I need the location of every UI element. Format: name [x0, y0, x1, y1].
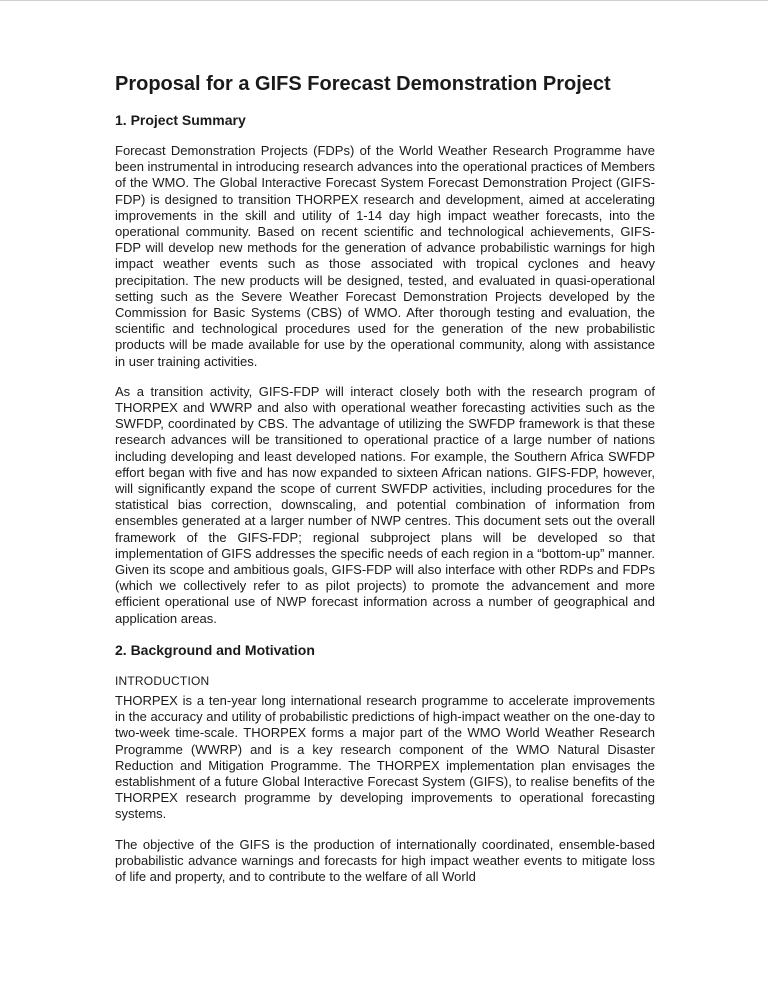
paragraph: The objective of the GIFS is the production of internationally coordinated, ensemble-based probabilistic advance warnings and forecasts for high impact weather events to mitigate loss of life and property, and to contribute to the welfare of all World [115, 836, 655, 884]
section-heading-background: 2. Background and Motivation [115, 641, 315, 658]
document-title: Proposal for a GIFS Forecast Demonstration Project [115, 73, 611, 95]
document-body [115, 71, 655, 899]
paragraph: As a transition activity, GIFS-FDP will interact closely both with the research program of THORPEX and WWRP and also with operational weather forecasting activities such as the SWFDP, coordinated by CBS. The advantage of utilizing the SWFDP framework is that these research advances will be transitioned to operational practice of a large number of nations including developing and least developed nations. For example, the Southern Africa SWFDP effort began with five and has now expanded to sixteen African nations. GIFS-FDP, however, will significantly expand the scope of current SWFDP activities, including procedures for the statistical bias correction, downscaling, and potential combination of information from ensembles generated at a larger number of NWP centres. This document sets out the overall framework of the GIFS-FDP; regional subproject plans will be developed so that implementation of GIFS addresses the specific needs of each region in a “bottom-up” manner. Given its scope and ambitious goals, GIFS-FDP will also interface with other RDPs and FDPs (which we collectively refer to as pilot projects) to promote the advancement and more efficient operational use of NWP forecast information across a number of geographical and application areas. [115, 383, 655, 626]
subheading-introduction: INTRODUCTION [115, 673, 210, 688]
paragraph: THORPEX is a ten-year long international research programme to accelerate improvements in the accuracy and utility of probabilistic predictions of high-impact weather on the one-day to two-week time-scale. THORPEX forms a major part of the WMO World Weather Research Programme (WWRP) and is a key research component of the WMO Natural Disaster Reduction and Mitigation Programme. The THORPEX implementation plan envisages the establishment of a future Global Interactive Forecast System (GIFS), to realise benefits of the THORPEX research programme by developing improvements to operational forecasting systems. [115, 692, 655, 822]
paragraph: Forecast Demonstration Projects (FDPs) of the World Weather Research Programme have been instrumental in introducing research advances into the operational practices of Members of the WMO. The Global Interactive Forecast System Forecast Demonstration Project (GIFS-FDP) is designed to transition THORPEX research and development, aimed at accelerating improvements in the skill and utility of 1-14 day high impact weather forecasts, into the operational community. Based on recent scientific and technological achievements, GIFS-FDP will develop new methods for the generation of advance probabilistic warnings for high impact weather events such as those associated with tropical cyclones and heavy precipitation. The new products will be designed, tested, and evaluated in quasi-operational setting such as the Severe Weather Forecast Demonstration Projects developed by the Commission for Basic Systems (CBS) of WMO. After thorough testing and evaluation, the scientific and technological procedures used for the generation of the new probabilistic products will be made available for use by the operational community, along with assistance in user training activities. [115, 143, 655, 369]
section-heading-project-summary: 1. Project Summary [115, 112, 246, 128]
